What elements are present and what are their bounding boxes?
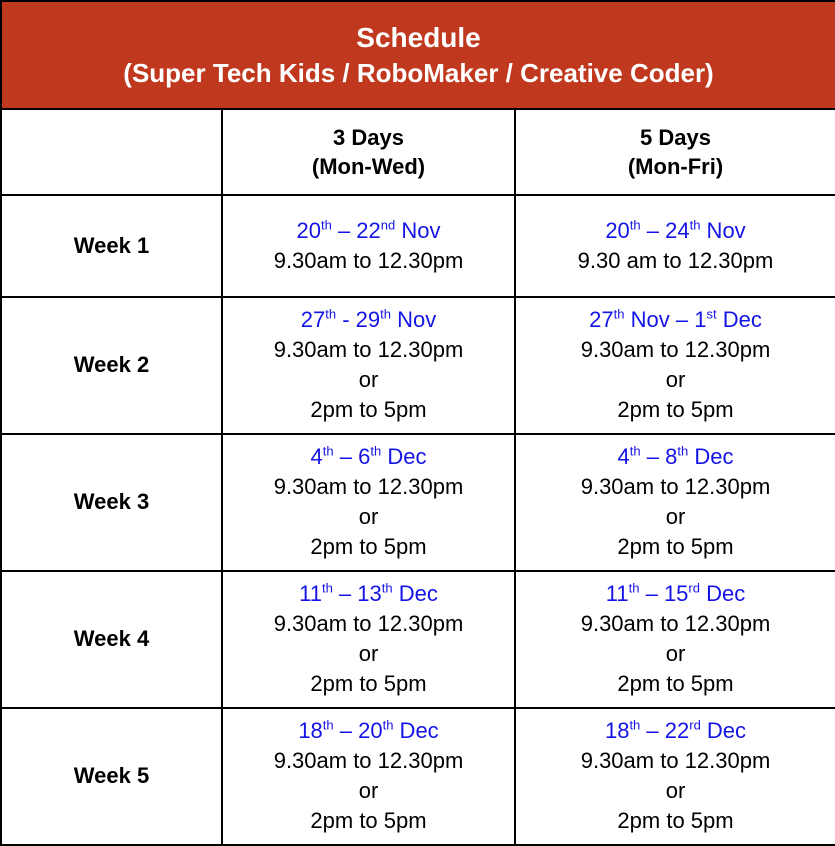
week-label: Week 3 — [1, 434, 222, 571]
morning-time: 9.30am to 12.30pm — [273, 611, 464, 637]
start-day-suffix: th — [322, 718, 334, 734]
month: Dec — [688, 444, 734, 470]
end-day: 24 — [665, 217, 690, 243]
week-label: Week 4 — [1, 571, 222, 708]
three-day-slot — [222, 297, 515, 434]
afternoon-time: 2pm to 5pm — [310, 397, 427, 423]
start-day: 11 — [299, 581, 322, 607]
end-day: 6 — [358, 444, 371, 470]
end-day: 1 — [694, 307, 707, 333]
start-day-suffix: th — [322, 443, 334, 459]
month: Nov — [700, 217, 746, 243]
week-row — [1, 297, 835, 434]
or-text: or — [665, 367, 686, 393]
date-separator: – — [640, 217, 666, 243]
start-day: 27 — [300, 307, 326, 333]
week-row — [1, 434, 835, 571]
start-day: 4 — [310, 444, 323, 470]
week-label: Week 5 — [1, 708, 222, 845]
corner-cell — [1, 109, 222, 195]
month: Dec — [699, 581, 746, 607]
morning-time: 9.30am to 12.30pm — [580, 474, 771, 500]
month: Nov — [390, 307, 437, 333]
start-day: 20 — [605, 217, 630, 243]
three-day-slot — [222, 434, 515, 571]
end-day: 29 — [355, 307, 381, 333]
start-day: 18 — [298, 718, 323, 744]
date-range — [516, 579, 835, 609]
date-separator: Nov – — [624, 307, 695, 333]
month: Dec — [393, 718, 439, 744]
column-range: (Mon-Fri) — [627, 153, 724, 179]
start-day-suffix: th — [628, 580, 640, 596]
morning-time: 9.30am to 12.30pm — [580, 611, 771, 637]
date-separator: – — [331, 217, 357, 243]
end-day-suffix: th — [677, 443, 689, 459]
start-day-suffix: th — [321, 580, 333, 596]
column-header-3-days — [222, 109, 515, 195]
three-day-slot — [222, 708, 515, 845]
end-day: 20 — [358, 718, 383, 744]
date-range — [223, 216, 514, 246]
month: Dec — [392, 581, 438, 607]
date-separator: - — [336, 307, 356, 333]
start-day: 18 — [604, 718, 630, 744]
month: Dec — [716, 307, 762, 333]
afternoon-time: 2pm to 5pm — [617, 671, 734, 697]
date-separator: – — [639, 581, 664, 607]
date-range — [516, 442, 835, 472]
schedule-subtitle: (Super Tech Kids / RoboMaker / Creative Coder) — [123, 57, 714, 88]
end-day: 15 — [663, 581, 689, 607]
end-day-suffix: rd — [689, 718, 701, 734]
five-day-slot — [515, 434, 835, 571]
schedule-header — [1, 1, 835, 109]
end-day-suffix: nd — [380, 217, 396, 233]
five-day-slot — [515, 708, 835, 845]
end-day-suffix: th — [382, 718, 394, 734]
start-day-suffix: th — [613, 306, 625, 322]
or-text: or — [358, 778, 379, 804]
start-day: 4 — [617, 444, 630, 470]
or-text: or — [665, 778, 686, 804]
five-day-slot — [515, 297, 835, 434]
afternoon-time: 2pm to 5pm — [617, 397, 734, 423]
morning-time: 9.30 am to 12.30pm — [577, 247, 774, 273]
end-day: 22 — [664, 718, 690, 744]
date-range — [516, 716, 835, 746]
month: Dec — [381, 444, 427, 470]
date-separator: – — [333, 444, 359, 470]
end-day: 8 — [665, 444, 678, 470]
afternoon-time: 2pm to 5pm — [310, 671, 427, 697]
end-day-suffix: th — [380, 306, 391, 322]
week-label: Week 2 — [1, 297, 222, 434]
start-day-suffix: th — [325, 306, 337, 322]
start-day-suffix: th — [320, 217, 332, 233]
week-row — [1, 571, 835, 708]
morning-time: 9.30am to 12.30pm — [580, 337, 771, 363]
or-text: or — [665, 641, 686, 667]
morning-time: 9.30am to 12.30pm — [273, 748, 464, 774]
end-day-suffix: th — [381, 580, 393, 596]
schedule-title: Schedule — [356, 21, 481, 53]
or-text: or — [358, 641, 379, 667]
date-range — [223, 305, 514, 335]
week-row — [1, 708, 835, 845]
end-day: 22 — [356, 217, 381, 243]
column-days: 5 Days — [640, 124, 711, 150]
date-range — [223, 579, 514, 609]
end-day-suffix: th — [370, 443, 382, 459]
afternoon-time: 2pm to 5pm — [310, 808, 427, 834]
date-range — [516, 216, 835, 246]
month: Dec — [700, 718, 747, 744]
afternoon-time: 2pm to 5pm — [617, 534, 734, 560]
or-text: or — [358, 367, 379, 393]
or-text: or — [665, 504, 686, 530]
five-day-slot — [515, 195, 835, 297]
date-separator: – — [333, 718, 359, 744]
five-day-slot — [515, 571, 835, 708]
start-day: 20 — [296, 217, 321, 243]
end-day-suffix: th — [689, 217, 701, 233]
date-separator: – — [332, 581, 358, 607]
month: Nov — [395, 217, 441, 243]
start-day: 27 — [589, 307, 614, 333]
start-day: 11 — [605, 581, 629, 607]
column-header-5-days — [515, 109, 835, 195]
date-separator: – — [640, 444, 666, 470]
start-day-suffix: th — [629, 217, 641, 233]
morning-time: 9.30am to 12.30pm — [273, 337, 464, 363]
or-text: or — [358, 504, 379, 530]
column-range: (Mon-Wed) — [311, 153, 426, 179]
date-range — [223, 716, 514, 746]
morning-time: 9.30am to 12.30pm — [580, 748, 771, 774]
start-day-suffix: th — [629, 718, 641, 734]
morning-time: 9.30am to 12.30pm — [273, 247, 464, 273]
three-day-slot — [222, 195, 515, 297]
week-row — [1, 195, 835, 297]
end-day-suffix: st — [706, 306, 717, 322]
afternoon-time: 2pm to 5pm — [617, 808, 734, 834]
date-range — [223, 442, 514, 472]
end-day: 13 — [357, 581, 382, 607]
end-day-suffix: rd — [688, 580, 700, 596]
date-separator: – — [640, 718, 665, 744]
three-day-slot — [222, 571, 515, 708]
start-day-suffix: th — [629, 443, 641, 459]
week-label: Week 1 — [1, 195, 222, 297]
afternoon-time: 2pm to 5pm — [310, 534, 427, 560]
date-range — [516, 305, 835, 335]
column-days: 3 Days — [333, 124, 404, 150]
morning-time: 9.30am to 12.30pm — [273, 474, 464, 500]
